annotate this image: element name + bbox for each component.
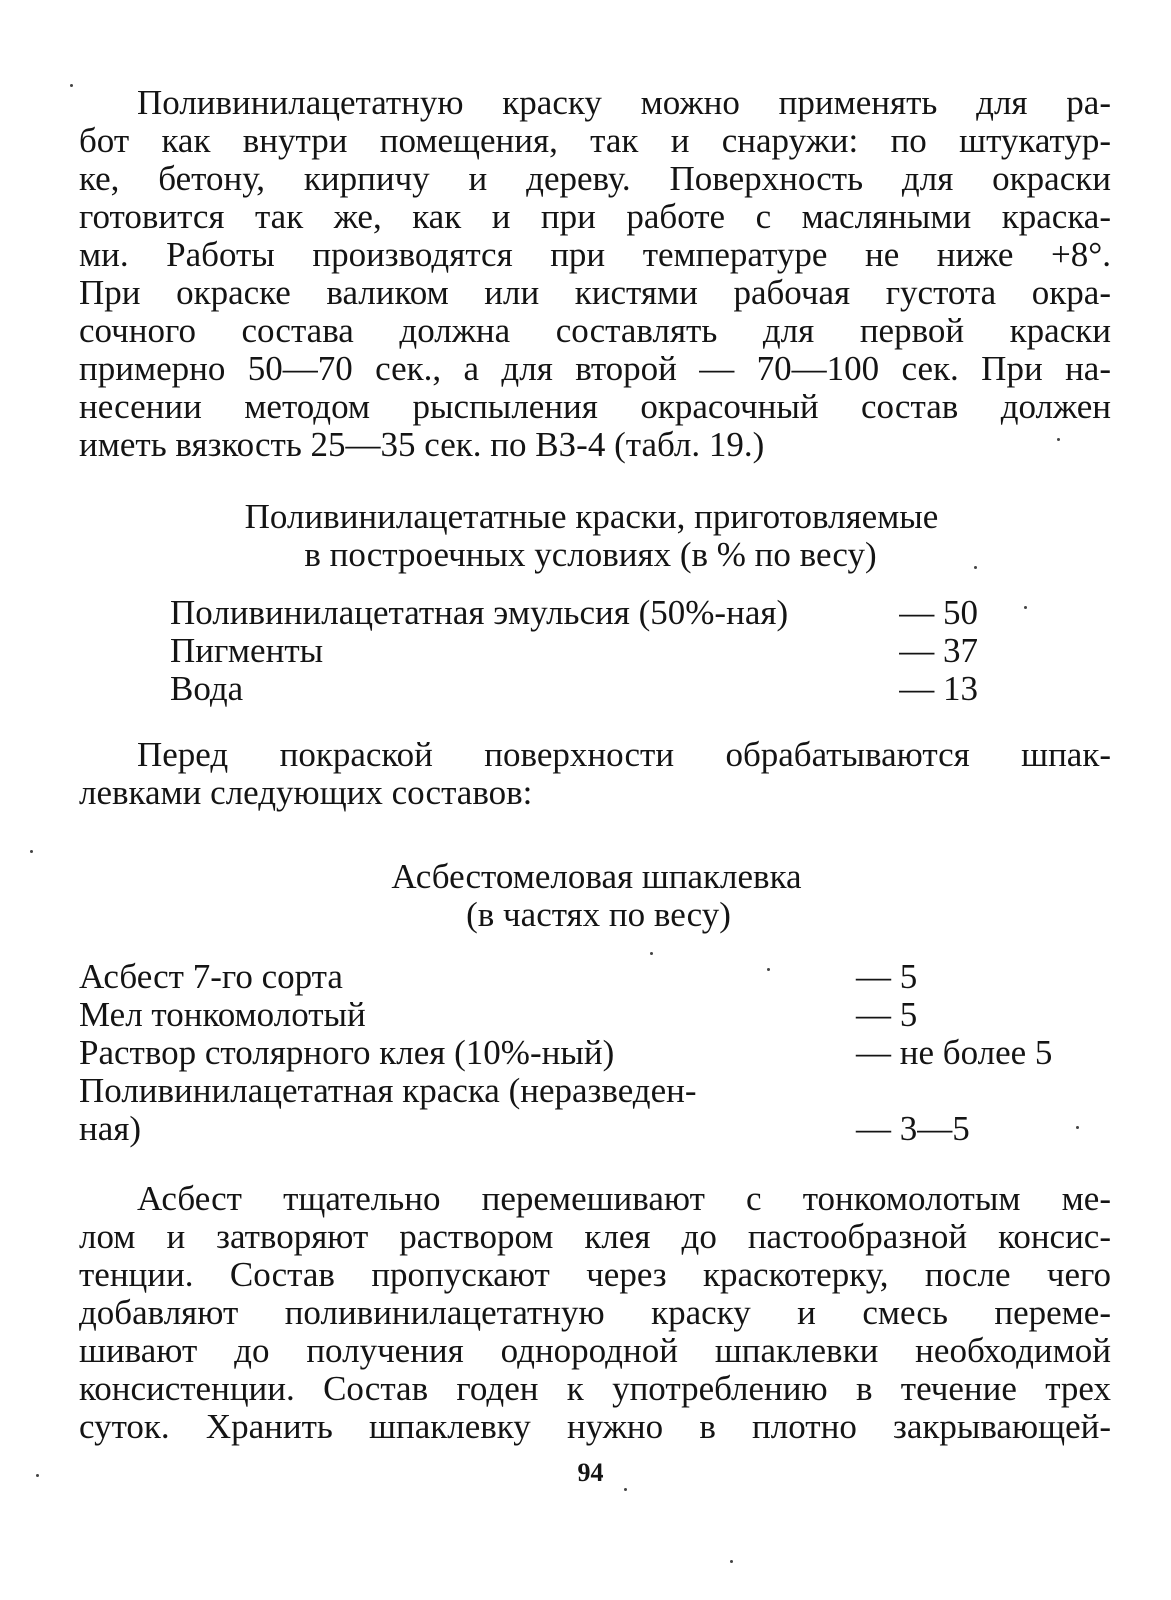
scan-speck [1076,1126,1079,1129]
table-cell-name: ная) [79,1109,142,1148]
text-line: готовится так же, как и при работе с масляными краска- [79,197,1111,236]
table-cell-name: Поливинилацетатная краска (неразведен- [79,1071,697,1110]
text-line: При окраске валиком или кистями рабочая густота окра- [79,273,1111,312]
table-2-title [0,858,1171,934]
text-line: добавляют поливинилацетатную краску и смесь переме- [79,1293,1111,1332]
table-cell-name: Вода [170,669,244,708]
table-cell-value: — 5 [856,957,918,996]
text-line: суток. Хранить шпаклевку нужно в плотно закрывающей- [79,1407,1111,1446]
paragraph-2 [79,736,1111,812]
scan-speck [730,1560,733,1563]
text-line: шивают до получения однородной шпаклевки необходимой [79,1331,1111,1370]
table-title-line: Асбестомеловая шпаклевка [391,857,802,896]
table-cell-value: — 5 [856,995,918,1034]
table-row [79,1110,1111,1148]
scan-speck [767,968,770,971]
table-cell-value: — 13 [899,669,978,708]
table-cell-value: — не более 5 [856,1033,1053,1072]
table-cell-name: Раствор столярного клея (10%-ный) [79,1033,615,1072]
text-line: иметь вязкость 25—35 сек. по ВЗ-4 (табл. 19.) [79,425,765,464]
table-1-title [0,498,1171,574]
table-cell-value: — 37 [899,631,978,670]
text-line: лом и затворяют раствором клея до пастообразной консис- [79,1217,1111,1256]
scan-speck [624,1488,627,1491]
table-cell-value: — 50 [899,593,978,632]
table-2 [79,958,1111,1148]
table-cell-name: Пигменты [170,631,324,670]
text-line: Асбест тщательно перемешивают с тонкомолотым ме- [137,1179,1111,1218]
table-cell-name: Мел тонкомолотый [79,995,366,1034]
text-line: тенции. Состав пропускают через краскотерку, после чего [79,1255,1111,1294]
text-line: ке, бетону, кирпичу и дереву. Поверхность для окраски [79,159,1111,198]
table-1 [170,594,978,708]
text-line: левками следующих составов: [79,773,533,812]
paragraph-3 [79,1180,1111,1446]
scan-speck [1057,438,1060,441]
table-row [79,996,1111,1034]
scan-speck [36,1474,39,1477]
table-title-line: (в частях по весу) [466,895,731,934]
table-row [79,958,1111,996]
page-number: 94 [577,1458,604,1487]
paragraph-1 [79,84,1111,464]
text-line: Перед покраской поверхности обрабатываются шпак- [137,735,1111,774]
table-row [79,1034,1111,1072]
table-title-line: в построечных условиях (в % по весу) [304,535,877,574]
scan-speck [974,566,977,569]
text-line: несении методом рыспыления окрасочный состав должен [79,387,1111,426]
scan-speck [650,952,653,955]
text-line: ми. Работы производятся при температуре не ниже +8°. [79,235,1111,274]
text-line: сочного состава должна составлять для первой краски [79,311,1111,350]
text-line: примерно 50—70 сек., а для второй — 70—100 сек. При на- [79,349,1111,388]
table-cell-value: — 3—5 [856,1109,970,1148]
scan-speck [1024,606,1027,609]
scan-speck [30,850,33,853]
table-cell-name: Поливинилацетатная эмульсия (50%-ная) [170,593,789,632]
scan-speck [70,84,73,87]
text-line: Поливинилацетатную краску можно применять для ра- [137,83,1111,122]
table-row [170,632,978,670]
text-line: консистенции. Состав годен к употреблению в течение трех [79,1369,1111,1408]
table-row [170,670,978,708]
text-line: бот как внутри помещения, так и снаружи: по штукатур- [79,121,1111,160]
table-row [170,594,978,632]
table-title-line: Поливинилацетатные краски, приготовляемые [244,497,939,536]
table-cell-name: Асбест 7-го сорта [79,957,343,996]
table-row [79,1072,1111,1110]
